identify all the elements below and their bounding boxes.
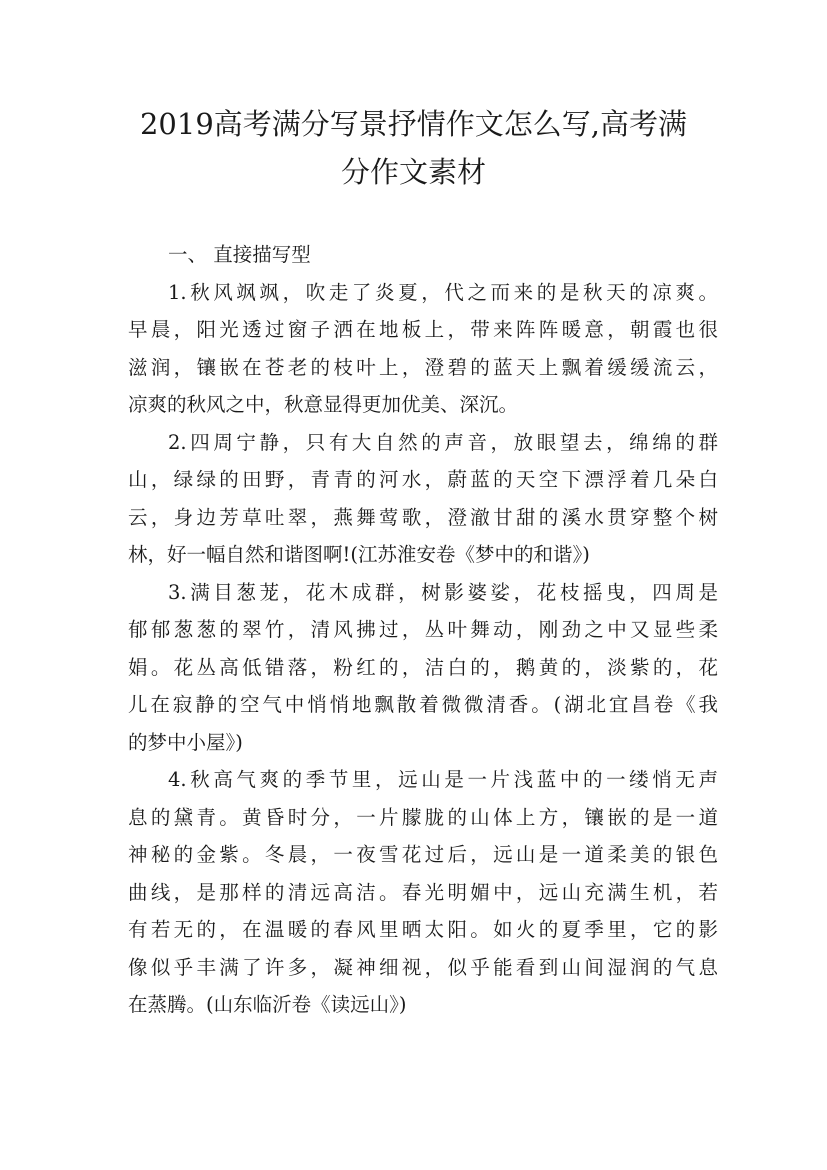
paragraph-line: 3.满目葱茏，花木成群，树影婆娑，花枝摇曳，四周是 (168, 580, 718, 604)
paragraph-line: 滋润，镶嵌在苍老的枝叶上，澄碧的蓝天上飘着缓缓流云， (128, 355, 718, 379)
paragraph-line: 1.秋风飒飒，吹走了炎夏，代之而来的是秋天的凉爽。 (168, 280, 718, 304)
paragraph-3 (128, 574, 718, 762)
document-body (128, 236, 718, 1024)
paragraph-4 (128, 761, 718, 1024)
paragraph-line: 娟。花丛高低错落，粉红的，洁白的，鹅黄的，淡紫的，花 (128, 655, 718, 679)
paragraph-line: 2.四周宁静，只有大自然的声音，放眼望去，绵绵的群 (168, 430, 718, 454)
paragraph-line: 神秘的金紫。冬晨，一夜雪花过后，远山是一道柔美的银色 (128, 843, 718, 866)
paragraph-line: 儿在寂静的空气中悄悄地飘散着微微清香。(湖北宜昌卷《我 (128, 693, 718, 716)
title-line: 分作文素材 (340, 155, 486, 189)
paragraph-line: 曲线，是那样的清远高洁。春光明媚中，远山充满生机，若 (128, 880, 718, 904)
paragraph-line: 的梦中小屋》) (128, 730, 243, 754)
paragraph-line: 林，好一幅自然和谐图啊!(江苏淮安卷《梦中的和谐》) (128, 543, 590, 566)
paragraph-1 (128, 274, 718, 424)
paragraph-line: 有若无的，在温暖的春风里晒太阳。如火的夏季里，它的影 (128, 918, 718, 941)
paragraph-line: 在蒸腾。(山东临沂卷《读远山》) (128, 993, 407, 1016)
title-line: 2019高考满分写景抒情作文怎么写,高考满 (139, 107, 688, 141)
paragraph-line: 像似乎丰满了许多，凝神细视，似乎能看到山间湿润的气息 (128, 955, 718, 979)
paragraph-line: 凉爽的秋风之中，秋意显得更加优美、深沉。 (128, 393, 519, 416)
paragraph-line: 4.秋高气爽的季节里，远山是一片浅蓝中的一缕悄无声 (168, 768, 718, 791)
paragraph-line: 郁郁葱葱的翠竹，清风拂过，丛叶舞动，刚劲之中又显些柔 (128, 618, 718, 641)
paragraph-line: 山，绿绿的田野，青青的河水，蔚蓝的天空下漂浮着几朵白 (128, 468, 718, 491)
paragraph-line: 云，身边芳草吐翠，燕舞莺歌，澄澈甘甜的溪水贯穿整个树 (128, 505, 718, 529)
paragraph-line: 早晨，阳光透过窗子洒在地板上，带来阵阵暖意，朝霞也很 (128, 318, 718, 341)
document-title (100, 100, 727, 196)
paragraph-line: 息的黛青。黄昏时分，一片朦胧的山体上方，镶嵌的是一道 (128, 805, 718, 829)
paragraph-2 (128, 424, 718, 574)
section-heading: 一、 直接描写型 (168, 243, 311, 266)
